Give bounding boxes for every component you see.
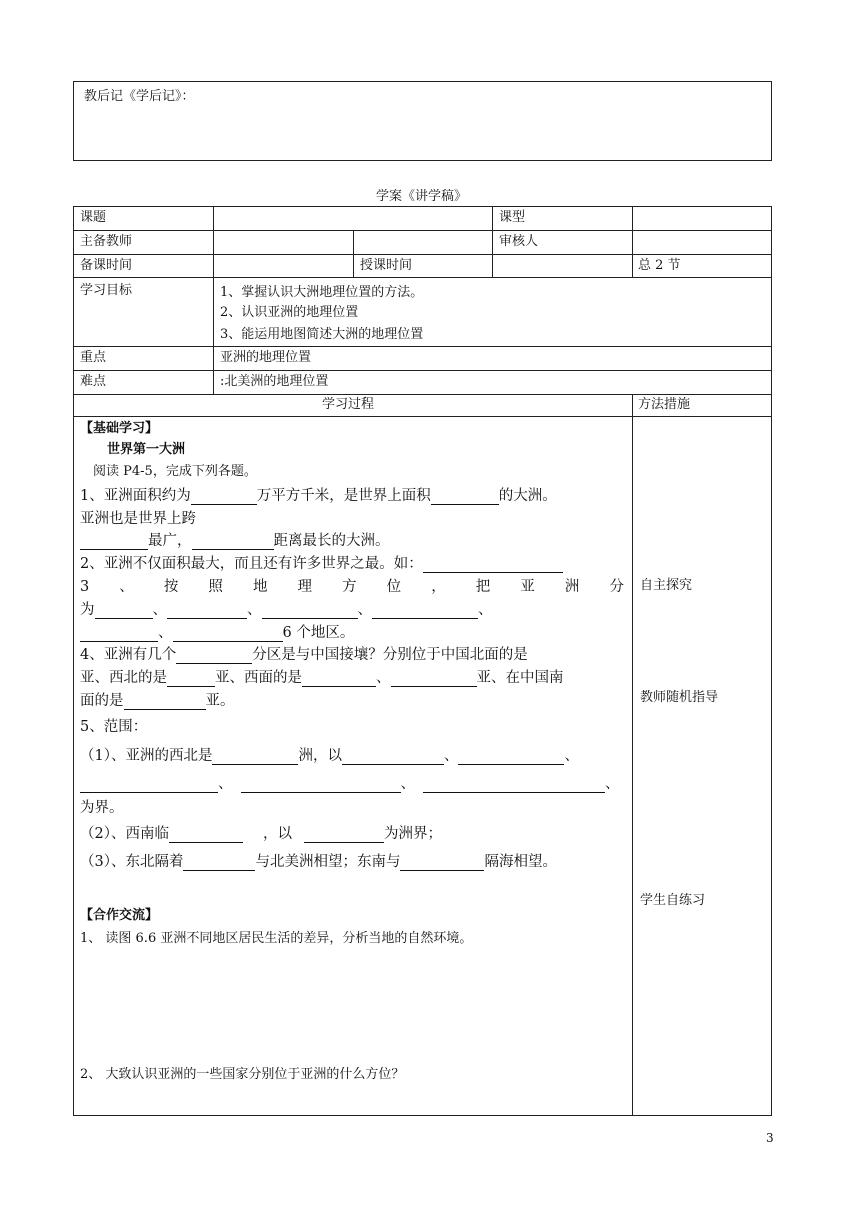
label-reviewer: 审核人 xyxy=(499,234,539,249)
question-3-line-3 xyxy=(80,624,354,642)
answer-blank[interactable] xyxy=(95,604,153,619)
q3-char: 3 xyxy=(80,579,90,595)
q5-text: 、 xyxy=(443,748,459,764)
q5-text: （2）、西南临 xyxy=(80,826,169,842)
q4-text: 面的是 xyxy=(80,693,124,709)
q1-text: 最广， xyxy=(148,533,192,549)
answer-blank[interactable] xyxy=(80,535,148,550)
answer-blank[interactable] xyxy=(262,604,358,619)
goal-item: 1、掌握认识大洲地理位置的方法。 xyxy=(220,285,424,300)
table-rule xyxy=(213,206,214,394)
question-1-line-3 xyxy=(80,532,390,550)
q4-text: 亚、西面的是 xyxy=(215,670,302,686)
subsection-title: 世界第一大洲 xyxy=(107,442,186,457)
cooperation-question-1: 1、 读图 6.6 亚洲不同地区居民生活的差异，分析当地的自然环境。 xyxy=(80,931,473,946)
answer-blank[interactable] xyxy=(173,627,283,642)
reading-instruction: 阅读 P4-5，完成下列各题。 xyxy=(93,464,257,479)
q3-text: 、 xyxy=(158,625,173,641)
question-5-1-line-2 xyxy=(80,775,620,793)
answer-blank[interactable] xyxy=(192,535,274,550)
label-topic: 课题 xyxy=(80,210,107,225)
answer-blank[interactable] xyxy=(304,828,384,843)
answer-blank[interactable] xyxy=(167,672,215,687)
q3-char: 方 xyxy=(342,579,357,595)
q5-text: 、 xyxy=(218,776,233,792)
q3-text: 为 xyxy=(80,602,95,618)
question-5-title: 5、范围： xyxy=(80,719,148,735)
answer-blank[interactable] xyxy=(400,856,484,871)
label-lesson-type: 课型 xyxy=(499,210,526,225)
answer-blank[interactable] xyxy=(191,490,257,505)
q5-text: ，以 xyxy=(262,826,292,842)
answer-blank[interactable] xyxy=(458,750,564,765)
answer-blank[interactable] xyxy=(372,604,478,619)
q3-char: 按 xyxy=(163,579,179,595)
q3-text: 、 xyxy=(478,602,493,618)
table-rule xyxy=(632,206,633,277)
q3-char: 照 xyxy=(208,579,223,595)
q3-text: 6 个地区。 xyxy=(282,625,355,641)
q4-text: 、 xyxy=(376,670,391,686)
q3-text: 、 xyxy=(357,602,372,618)
cooperation-question-2: 2、 大致认识亚洲的一些国家分别位于亚洲的什么方位？ xyxy=(80,1067,405,1082)
answer-blank[interactable] xyxy=(80,778,218,793)
method-teacher-guidance: 教师随机指导 xyxy=(640,690,719,705)
label-learning-goals: 学习目标 xyxy=(80,283,133,298)
total-periods: 总 2 节 xyxy=(638,258,681,273)
q5-text: （3）、东北隔着 xyxy=(80,854,184,870)
question-4-line-2 xyxy=(80,669,564,687)
answer-blank[interactable] xyxy=(342,750,444,765)
difficult-point-value: :北美洲的地理位置 xyxy=(220,374,329,389)
q3-char: 分 xyxy=(609,579,624,595)
table-rule xyxy=(73,346,772,347)
question-5-3 xyxy=(80,853,557,871)
label-lead-teacher: 主备教师 xyxy=(80,234,133,249)
label-key-point: 重点 xyxy=(80,350,107,365)
answer-blank[interactable] xyxy=(167,604,247,619)
q3-text: 、 xyxy=(152,602,167,618)
question-2 xyxy=(80,555,563,573)
post-lesson-notes-label: 教后记《学后记》： xyxy=(84,89,195,104)
page-number: 3 xyxy=(766,1131,774,1145)
answer-blank[interactable] xyxy=(423,778,605,793)
q1-text: 1、亚洲面积约为 xyxy=(80,488,191,504)
q4-text: 4、亚洲有几个 xyxy=(80,647,177,663)
table-rule xyxy=(73,370,772,371)
q5-text: 洲，以 xyxy=(298,748,342,764)
q3-char: ， xyxy=(431,579,446,595)
q3-char: 亚 xyxy=(520,579,535,595)
answer-blank[interactable] xyxy=(302,672,376,687)
answer-blank[interactable] xyxy=(124,695,206,710)
q4-text: 分区是与中国接壤？分别位于中国北面的是 xyxy=(252,647,528,663)
answer-blank[interactable] xyxy=(169,828,243,843)
question-5-1-line-3: 为界。 xyxy=(80,800,124,816)
answer-blank[interactable] xyxy=(212,750,298,765)
label-difficult-point: 难点 xyxy=(80,374,107,389)
question-5-1-line-1 xyxy=(80,747,579,765)
table-rule xyxy=(73,416,772,417)
q3-char: 、 xyxy=(119,579,134,595)
table-rule xyxy=(492,206,493,277)
table-rule xyxy=(632,394,633,1116)
q2-text: 2、亚洲不仅面积最大，而且还有许多世界之最。如： xyxy=(80,556,423,572)
method-student-practice: 学生自练习 xyxy=(640,893,706,908)
table-rule xyxy=(73,277,772,278)
table-rule xyxy=(73,254,772,255)
question-1-line-1 xyxy=(80,487,557,505)
learning-process-header: 学习过程 xyxy=(322,397,375,412)
q4-text: 亚。 xyxy=(205,693,235,709)
q5-text: 隔海相望。 xyxy=(484,854,557,870)
table-rule xyxy=(73,230,772,231)
goal-item: 2、认识亚洲的地理位置 xyxy=(220,305,359,320)
question-3-line-2 xyxy=(80,601,493,619)
question-4-line-3 xyxy=(80,692,235,710)
method-self-exploration: 自主探究 xyxy=(640,578,693,593)
methods-header: 方法措施 xyxy=(638,397,691,412)
answer-blank[interactable] xyxy=(241,778,401,793)
answer-blank[interactable] xyxy=(183,856,255,871)
q1-text: 距离最长的大洲。 xyxy=(273,533,390,549)
q5-text: 、 xyxy=(564,748,579,764)
q4-text: 亚、在中国南 xyxy=(476,670,564,686)
q4-text: 亚、西北的是 xyxy=(80,670,167,686)
key-point-value: 亚洲的地理位置 xyxy=(220,350,312,365)
q3-char: 理 xyxy=(297,579,313,595)
question-4-line-1 xyxy=(80,646,528,664)
section-basic-learning: 【基础学习】 xyxy=(80,421,159,436)
q5-text: 为洲界； xyxy=(383,826,442,842)
table-rule xyxy=(353,230,354,277)
answer-blank[interactable] xyxy=(431,490,499,505)
q3-text: 、 xyxy=(247,602,262,618)
answer-blank[interactable] xyxy=(391,672,477,687)
answer-blank[interactable] xyxy=(176,649,252,664)
table-rule xyxy=(73,394,772,395)
goal-item: 3、能运用地图简述大洲的地理位置 xyxy=(220,327,424,342)
q3-char: 洲 xyxy=(564,579,580,595)
question-5-2 xyxy=(80,825,442,843)
q5-text: （1）、亚洲的西北是 xyxy=(80,748,213,764)
question-3-line-1 xyxy=(80,578,624,596)
answer-blank[interactable] xyxy=(423,558,563,573)
question-1-line-2: 亚洲也是世界上跨 xyxy=(80,511,196,527)
q1-text: 万平方千米，是世界上面积 xyxy=(256,488,431,504)
q5-text: 、 xyxy=(605,776,620,792)
q3-char: 地 xyxy=(252,579,268,595)
q3-char: 位 xyxy=(386,579,402,595)
label-teaching-time: 授课时间 xyxy=(360,258,413,273)
q5-text: 、 xyxy=(400,776,415,792)
doc-title: 学案《讲学稿》 xyxy=(376,189,468,204)
q5-text: 与北美洲相望；东南与 xyxy=(255,854,401,870)
q3-char: 把 xyxy=(475,579,491,595)
section-cooperation: 【合作交流】 xyxy=(80,908,159,923)
answer-blank[interactable] xyxy=(80,627,158,642)
q1-text: 的大洲。 xyxy=(498,488,557,504)
label-prep-time: 备课时间 xyxy=(80,258,133,273)
